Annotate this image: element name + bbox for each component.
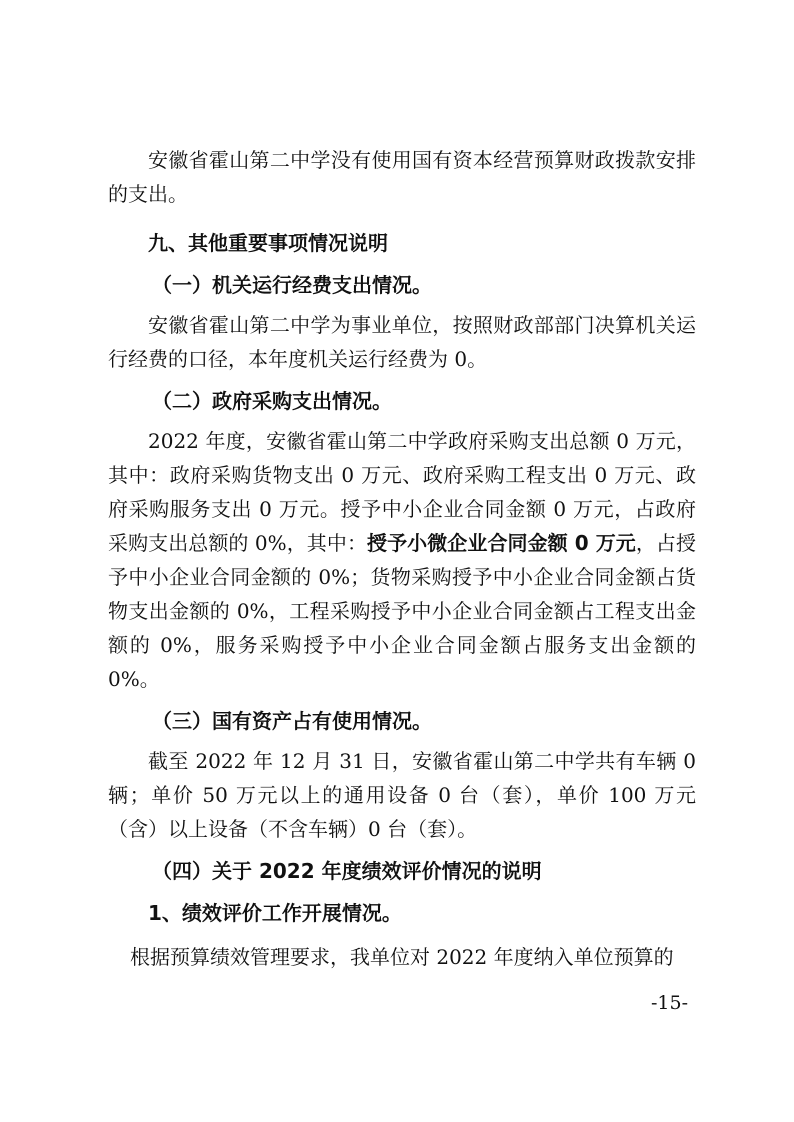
subheading-performance-evaluation: （四）关于 2022 年度绩效评价情况的说明 [152,859,542,883]
subheading-government-procurement: （二）政府采购支出情况。 [152,389,392,413]
subheading-evaluation-work: 1、绩效评价工作开展情况。 [148,901,402,925]
procurement-small-enterprise-emphasis: 授予小微企业合同金额 0 万元 [367,531,636,555]
section-heading-other-matters: 九、其他重要事项情况说明 [148,231,388,255]
paragraph-evaluation-work: 根据预算绩效管理要求，我单位对 2022 年度纳入单位预算的 [130,945,674,969]
page-number: -15- [650,992,688,1014]
paragraph-state-assets: 截至 2022 年 12 月 31 日，安徽省霍山第二中学共有车辆 0 辆；单价 50 万元以上的通用设备 0 台（套），单价 100 万元（含）以上设备（不含车辆）0 台（套）。 [108,749,696,841]
paragraph-state-capital-budget: 安徽省霍山第二中学没有使用国有资本经营预算财政拨款安排的支出。 [108,148,696,206]
procurement-text-start: 2022 年度，安徽省霍山第二中学政府采购支出总额 0 万元，其中：政府采购货物支出 0 万元、政府采购工程支出 0 万元、政府采购服务支出 0 万元。授予中小企业合同金额 0 万元，占政府采购支出总额的 0%，其中： [108,429,696,555]
subheading-operating-expenses: （一）机关运行经费支出情况。 [152,273,432,297]
subheading-state-assets: （三）国有资产占有使用情况。 [152,709,432,733]
document-body [108,143,696,974]
paragraph-operating-expenses: 安徽省霍山第二中学为事业单位，按照财政部部门决算机关运行经费的口径，本年度机关运行经费为 0。 [108,313,696,371]
paragraph-government-procurement [108,424,696,696]
procurement-text-end: ，占授予中小企业合同金额的 0%；货物采购授予中小企业合同金额占货物支出金额的 0%，工程采购授予中小企业合同金额占工程支出金额的 0%，服务采购授予中小企业合同金额占服务支出金额的 0%。 [108,531,697,691]
